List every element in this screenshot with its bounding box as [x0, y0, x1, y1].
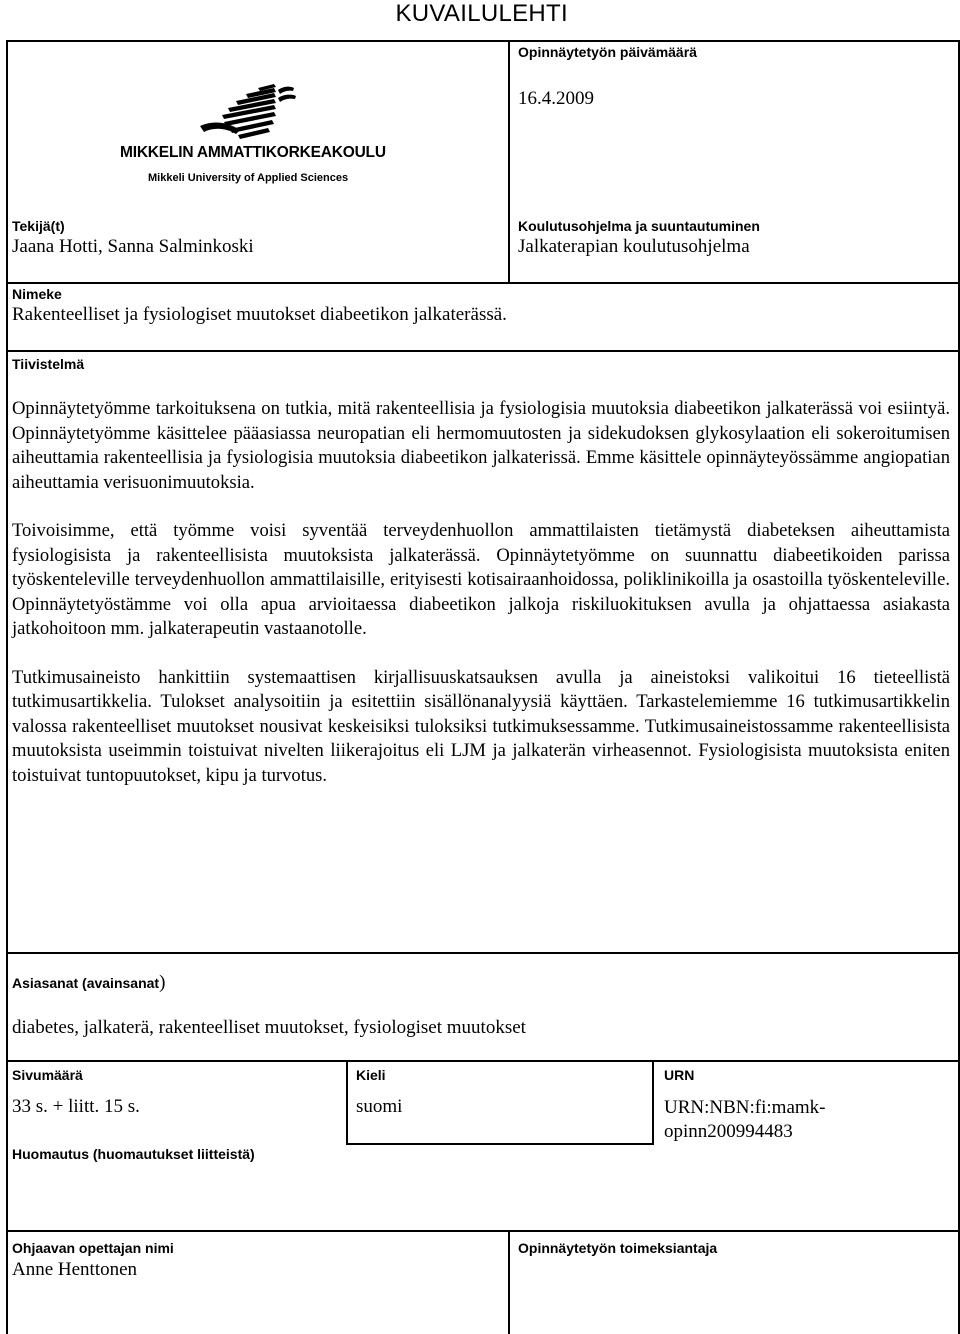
- language-label: Kieli: [356, 1067, 386, 1083]
- divider-after-name: [6, 350, 960, 352]
- divider-language-urn: [652, 1060, 654, 1145]
- name-label: Nimeke: [12, 286, 62, 302]
- frame-left-border: [6, 40, 8, 1334]
- mamk-wave-logo-icon: [118, 82, 368, 144]
- logo-university-name: MIKKELIN AMMATTIKORKEAKOULU: [120, 144, 386, 161]
- keywords-label: [12, 972, 165, 994]
- abstract-label: Tiivistelmä: [12, 356, 85, 372]
- pages-value: 33 s. + liitt. 15 s.: [12, 1096, 140, 1117]
- date-label: Opinnäytetyön päivämäärä: [518, 44, 697, 60]
- program-label: Koulutusohjelma ja suuntautuminen: [518, 218, 760, 234]
- commissioner-label: Opinnäytetyön toimeksiantaja: [518, 1240, 718, 1256]
- divider-after-abstract: [6, 952, 960, 954]
- frame-top-border: [6, 40, 960, 42]
- program-value: Jalkaterapian koulutusohjelma: [518, 236, 750, 257]
- university-logo: [118, 82, 386, 192]
- keywords-label-text: Asiasanat (avainsanat: [12, 975, 160, 991]
- date-value: 16.4.2009: [518, 88, 594, 109]
- logo-university-subtitle: Mikkeli University of Applied Sciences: [148, 172, 349, 184]
- urn-label: URN: [664, 1067, 695, 1083]
- divider-after-remarks: [6, 1230, 960, 1232]
- abstract-paragraph: Tutkimusaineisto hankittiin systemaattisen kirjallisuuskatsauksen avulla ja aineistoksi valikoitui 16 tieteellistä tutkimusartikkelia. Tulokset analysoitiin ja esitettiin sisällönanalyysiä käyttäen. Tarkastelemiemme 16 tutkimusartikkelin valossa rakenteelliset muutokset nousivat keskeisiksi tuloksiksi tutkimuksessamme. Tutkimusaineistossamme rakenteellisista muutoksista useimmin toistuivat nivelten liikerajoitus eli LJM ja jalkaterän virheasennot. Fysiologisista muutoksista eniten toistuivat tuntopuutokset, kipu ja turvotus.: [12, 666, 950, 786]
- divider-after-keywords: [6, 1060, 960, 1062]
- divider-after-header: [6, 282, 960, 284]
- authors-value: Jaana Hotti, Sanna Salminkoski: [12, 236, 254, 257]
- page-title: KUVAILULEHTI: [395, 0, 568, 27]
- pages-label: Sivumäärä: [12, 1067, 83, 1083]
- divider-language-bottom: [346, 1143, 654, 1145]
- abstract-paragraph: Toivoisimme, että työmme voisi syventää terveydenhuollon ammattilaisten tietämystä diabeteksen aiheuttamista fysiologisista ja rakenteellisista muutoksista jalkaterässä. Opinnäytetyömme on suunnattu diabeetikoiden parissa työskenteleville terveydenhuollon ammattilaisille, erityisesti kotisairaanhoidossa, poliklinikoilla ja osastoilla työskenteleville. Opinnäytetyöstämme voi olla apua arvioitaessa diabeetikon jalkoja riskiluokituksen avulla ja ohjattaessa asiakasta jatkohoitoon mm. jalkaterapeutin vastaanotolle.: [12, 520, 950, 639]
- name-value: Rakenteelliset ja fysiologiset muutokset diabeetikon jalkaterässä.: [12, 304, 507, 325]
- divider-bottom-vertical: [508, 1230, 510, 1334]
- divider-header-vertical: [508, 40, 510, 284]
- abstract-paragraph: Opinnäytetyömme tarkoituksena on tutkia, mitä rakenteellisia ja fysiologisia muutoksia diabeetikon jalkaterässä voi esiintyä. Opinnäytetyömme käsittelee pääasiassa neuropatian eli hermomuutosten ja sidekudoksen glykosylaation eli sokeroitumisen aiheuttamia rakenteellisia ja fysiologisia muutoksia diabeetikon jalkaterissä. Emme käsittele opinnäyteyössämme angiopatian aiheuttamia verisuonimuutoksia.: [12, 398, 950, 493]
- abstract-body: [12, 397, 950, 788]
- urn-value-line2: opinn200994483: [664, 1121, 793, 1142]
- divider-pages-language: [346, 1060, 348, 1145]
- keywords-label-paren: ): [159, 972, 166, 993]
- keywords-value: diabetes, jalkaterä, rakenteelliset muutokset, fysiologiset muutokset: [12, 1017, 526, 1038]
- remarks-label: Huomautus (huomautukset liitteistä): [12, 1146, 255, 1162]
- supervisor-value: Anne Henttonen: [12, 1259, 138, 1280]
- urn-value-line1: URN:NBN:fi:mamk-: [664, 1097, 826, 1118]
- supervisor-label: Ohjaavan opettajan nimi: [12, 1240, 174, 1256]
- language-value: suomi: [356, 1096, 403, 1117]
- authors-label: Tekijä(t): [12, 218, 65, 234]
